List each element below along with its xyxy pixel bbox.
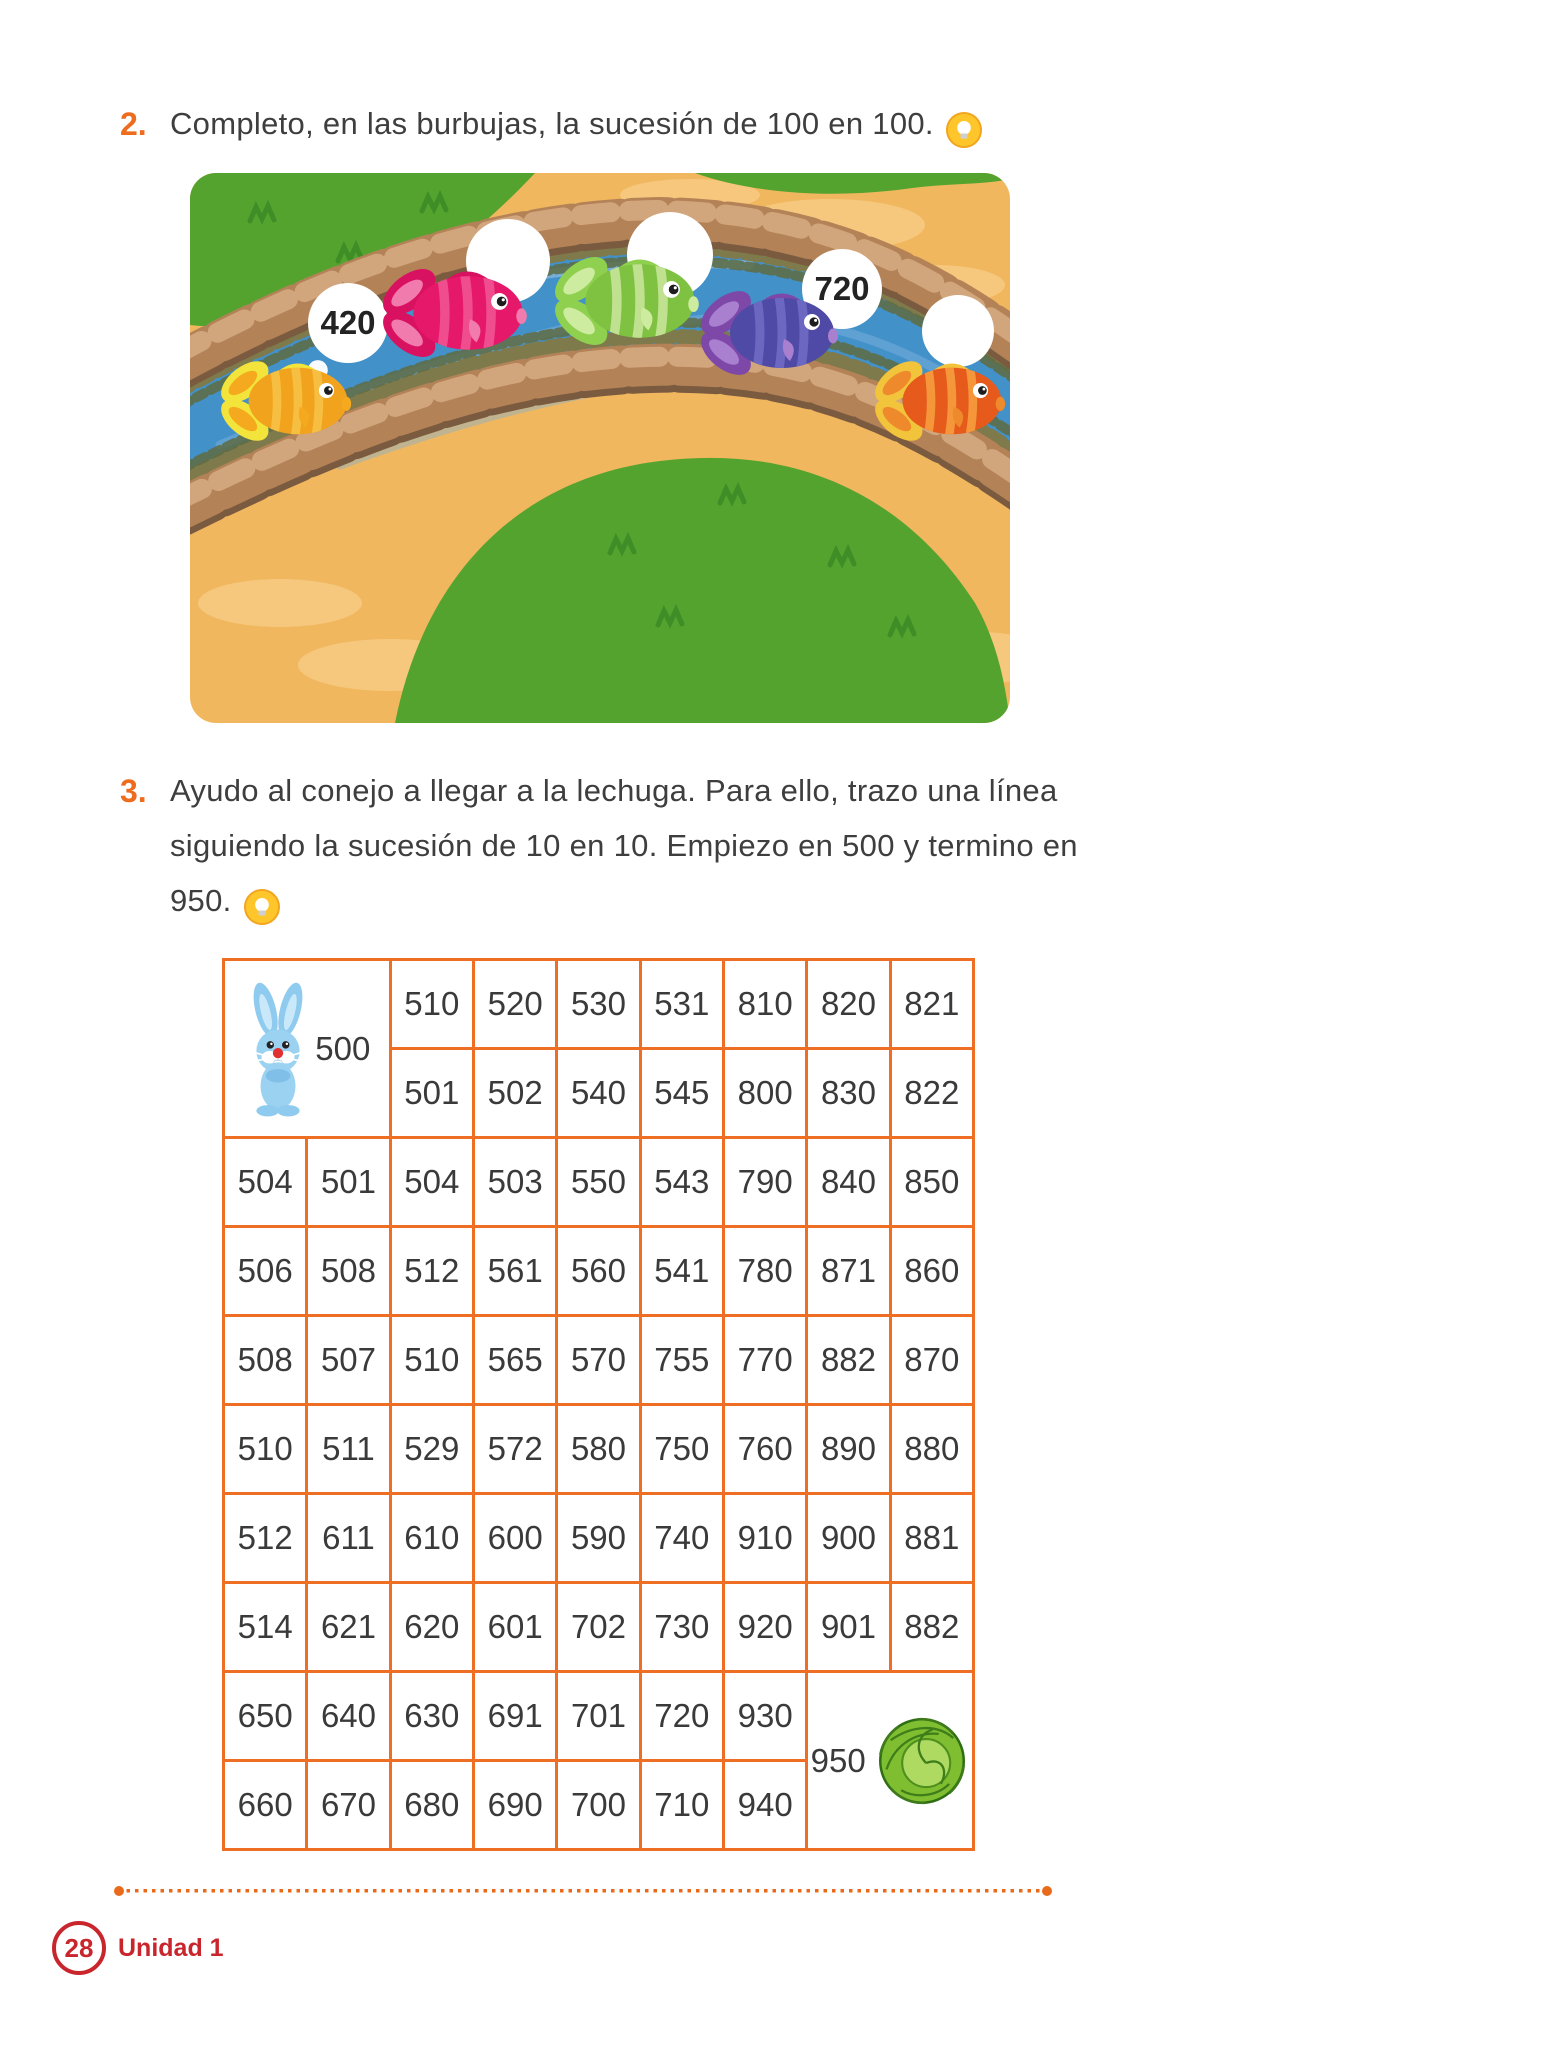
grid-cell[interactable] — [642, 1584, 722, 1670]
grid-cell[interactable] — [225, 1228, 305, 1314]
cell-value: 860 — [904, 1252, 960, 1290]
cell-value: 503 — [487, 1163, 543, 1201]
grid-cell[interactable] — [308, 1762, 388, 1848]
grid-cell[interactable] — [392, 961, 472, 1047]
cell-value: 570 — [570, 1341, 627, 1379]
grid-cell[interactable] — [558, 1228, 638, 1314]
start-value: 500 — [315, 1029, 371, 1067]
cell-value: 610 — [404, 1519, 460, 1557]
grid-cell[interactable] — [392, 1762, 472, 1848]
cell-value: 640 — [320, 1697, 377, 1735]
grid-cell[interactable] — [808, 1317, 888, 1403]
grid-cell[interactable] — [475, 961, 555, 1047]
cell-value: 730 — [654, 1608, 710, 1646]
grid-cell[interactable] — [725, 1762, 805, 1848]
grid-cell[interactable] — [308, 1139, 388, 1225]
grid-cell[interactable] — [725, 1317, 805, 1403]
grid-cell[interactable] — [308, 1495, 388, 1581]
river-scene — [190, 173, 1010, 723]
cell-value: 900 — [820, 1519, 877, 1557]
cell-value: 691 — [487, 1697, 543, 1735]
end-value: 950 — [810, 1741, 866, 1779]
footer-divider — [118, 1889, 1048, 1893]
grid-cell[interactable] — [642, 1317, 722, 1403]
cell-value: 572 — [487, 1430, 543, 1468]
instruction-line-3-wrap — [170, 873, 1078, 928]
cell-value: 740 — [654, 1519, 710, 1557]
cell-value: 770 — [737, 1341, 793, 1379]
cell-value: 545 — [654, 1074, 710, 1112]
cell-value: 541 — [654, 1252, 710, 1290]
cell-value: 680 — [404, 1786, 460, 1824]
cell-value: 820 — [820, 985, 877, 1023]
cell-value: 560 — [570, 1252, 627, 1290]
grid-cell[interactable] — [308, 1317, 388, 1403]
grid-cell[interactable] — [642, 1673, 722, 1759]
cell-value: 871 — [820, 1252, 877, 1290]
cell-value: 508 — [320, 1252, 377, 1290]
cell-value: 501 — [404, 1074, 460, 1112]
cell-value: 504 — [404, 1163, 460, 1201]
grid-cell[interactable] — [475, 1139, 555, 1225]
page-number-badge — [52, 1921, 106, 1975]
grid-cell[interactable] — [225, 1584, 305, 1670]
cell-value: 565 — [487, 1341, 543, 1379]
grid-cell[interactable] — [475, 1406, 555, 1492]
cell-value: 750 — [654, 1430, 710, 1468]
grid-cell[interactable] — [725, 961, 805, 1047]
instruction-line-2: siguiendo la sucesión de 10 en 10. Empiezo en 500 y termino en — [170, 828, 1078, 864]
cell-value: 504 — [237, 1163, 293, 1201]
page-footer — [52, 1921, 1564, 1975]
cell-value: 502 — [487, 1074, 543, 1112]
cell-value: 600 — [487, 1519, 543, 1557]
grid-cell[interactable] — [558, 1673, 638, 1759]
cell-value: 901 — [820, 1608, 877, 1646]
cell-value: 511 — [322, 1430, 375, 1468]
cell-value: 881 — [904, 1519, 960, 1557]
cell-value: 512 — [237, 1519, 293, 1557]
cell-value: 540 — [570, 1074, 627, 1112]
grid-cell[interactable] — [558, 1317, 638, 1403]
cell-value: 940 — [737, 1786, 793, 1824]
grid-cell[interactable] — [308, 1673, 388, 1759]
bubble-value: 420 — [320, 303, 376, 341]
grid-cell[interactable] — [892, 1406, 972, 1492]
grid-cell[interactable] — [808, 1139, 888, 1225]
grid-cell[interactable] — [642, 1495, 722, 1581]
cell-value: 611 — [322, 1519, 375, 1557]
lettuce-image — [874, 1713, 970, 1809]
cell-value: 702 — [570, 1608, 627, 1646]
grid-cell[interactable] — [392, 1673, 472, 1759]
cell-value: 580 — [570, 1430, 627, 1468]
grid-cell[interactable] — [642, 961, 722, 1047]
lightbulb-icon — [946, 112, 982, 148]
grid-cell[interactable] — [225, 1317, 305, 1403]
grid-cell[interactable] — [642, 1050, 722, 1136]
rabbit-image — [243, 979, 313, 1119]
grid-cell[interactable] — [725, 1139, 805, 1225]
cell-value: 520 — [487, 985, 543, 1023]
cell-value: 810 — [737, 985, 793, 1023]
cell-value: 840 — [820, 1163, 877, 1201]
grid-cell[interactable] — [725, 1228, 805, 1314]
grid-cell[interactable] — [225, 1673, 305, 1759]
page-number: 28 — [64, 1932, 94, 1963]
cell-value: 890 — [820, 1430, 877, 1468]
grid-cell[interactable] — [808, 1228, 888, 1314]
cell-value: 630 — [404, 1697, 460, 1735]
cell-value: 510 — [404, 985, 460, 1023]
grid-cell[interactable] — [725, 1495, 805, 1581]
grid-cell[interactable] — [475, 1228, 555, 1314]
grid-cell[interactable] — [308, 1584, 388, 1670]
grid-cell[interactable] — [225, 1406, 305, 1492]
grid-cell[interactable] — [392, 1228, 472, 1314]
grid-cell[interactable] — [725, 1584, 805, 1670]
grid-end-cell[interactable] — [808, 1673, 972, 1848]
cell-value: 930 — [737, 1697, 793, 1735]
cell-value: 760 — [737, 1430, 793, 1468]
cell-value: 543 — [654, 1163, 710, 1201]
grid-cell[interactable] — [475, 1673, 555, 1759]
exercise-2-instruction — [170, 96, 982, 153]
grid-cell[interactable] — [558, 1406, 638, 1492]
number-grid — [222, 958, 975, 1851]
bulb-glyph — [953, 119, 975, 141]
grid-cell[interactable] — [308, 1406, 388, 1492]
bulb-glyph — [251, 896, 273, 918]
exercise-3-instruction — [170, 763, 1078, 929]
cell-value: 508 — [237, 1341, 293, 1379]
cell-value: 506 — [237, 1252, 293, 1290]
grid-cell[interactable] — [892, 1050, 972, 1136]
cell-value: 830 — [820, 1074, 877, 1112]
exercise-3-number: 3. — [120, 772, 147, 809]
cell-value: 601 — [487, 1608, 543, 1646]
lightbulb-icon — [244, 889, 280, 925]
bubble-value: 720 — [814, 269, 870, 307]
grid-cell[interactable] — [558, 961, 638, 1047]
grid-cell[interactable] — [225, 1139, 305, 1225]
cell-value: 660 — [237, 1786, 293, 1824]
cell-value: 780 — [737, 1252, 793, 1290]
cell-value: 910 — [737, 1519, 793, 1557]
cell-value: 850 — [904, 1163, 960, 1201]
exercise-2-number: 2. — [120, 106, 147, 142]
cell-value: 530 — [570, 985, 627, 1023]
grid-cell[interactable] — [892, 1139, 972, 1225]
grid-cell[interactable] — [725, 1406, 805, 1492]
grid-cell[interactable] — [808, 1050, 888, 1136]
cell-value: 507 — [320, 1341, 377, 1379]
cell-value: 700 — [570, 1786, 627, 1824]
cell-value: 822 — [904, 1074, 960, 1112]
cell-value: 880 — [904, 1430, 960, 1468]
cell-value: 529 — [404, 1430, 460, 1468]
grid-cell[interactable] — [642, 1762, 722, 1848]
cell-value: 790 — [737, 1163, 793, 1201]
grid-cell[interactable] — [558, 1584, 638, 1670]
cell-value: 510 — [237, 1430, 293, 1468]
grid-cell[interactable] — [392, 1317, 472, 1403]
instruction-line-1: Ayudo al conejo a llegar a la lechuga. Para ello, trazo una línea — [170, 772, 1058, 808]
grid-cell[interactable] — [892, 1495, 972, 1581]
cell-value: 800 — [737, 1074, 793, 1112]
cell-value: 550 — [570, 1163, 627, 1201]
grid-cell[interactable] — [892, 1584, 972, 1670]
grid-cell[interactable] — [558, 1050, 638, 1136]
grid-start-cell[interactable] — [225, 961, 389, 1136]
cell-value: 590 — [570, 1519, 627, 1557]
grid-cell[interactable] — [225, 1495, 305, 1581]
grid-cell[interactable] — [392, 1050, 472, 1136]
cell-value: 621 — [320, 1608, 377, 1646]
grid-cell[interactable] — [392, 1495, 472, 1581]
cell-value: 670 — [320, 1786, 377, 1824]
cell-value: 561 — [487, 1252, 543, 1290]
cell-value: 510 — [404, 1341, 460, 1379]
grid-cell[interactable] — [475, 1584, 555, 1670]
grid-cell[interactable] — [642, 1139, 722, 1225]
grid-cell[interactable] — [392, 1139, 472, 1225]
grid-cell[interactable] — [475, 1050, 555, 1136]
grid-cell[interactable] — [225, 1762, 305, 1848]
cell-value: 531 — [654, 985, 710, 1023]
grid-cell[interactable] — [892, 961, 972, 1047]
cell-value: 710 — [654, 1786, 710, 1824]
grid-cell[interactable] — [558, 1139, 638, 1225]
cell-value: 512 — [404, 1252, 460, 1290]
cell-value: 755 — [654, 1341, 710, 1379]
cell-value: 870 — [904, 1341, 960, 1379]
grid-cell[interactable] — [642, 1406, 722, 1492]
grid-cell[interactable] — [475, 1762, 555, 1848]
grid-cell[interactable] — [475, 1317, 555, 1403]
cell-value: 920 — [737, 1608, 793, 1646]
grid-cell[interactable] — [475, 1495, 555, 1581]
grid-cell[interactable] — [558, 1762, 638, 1848]
grid-cell[interactable] — [808, 1406, 888, 1492]
cell-value: 514 — [237, 1608, 293, 1646]
cell-value: 882 — [820, 1341, 877, 1379]
exercise-2-heading — [120, 0, 1564, 153]
grid-cell[interactable] — [725, 1050, 805, 1136]
grid-cell[interactable] — [892, 1317, 972, 1403]
exercise-2-instruction-text: Completo, en las burbujas, la sucesión de 100 en 100. — [170, 106, 934, 141]
grid-cell[interactable] — [725, 1673, 805, 1759]
grid-cell[interactable] — [392, 1406, 472, 1492]
grid-cell[interactable] — [558, 1495, 638, 1581]
grid-cell[interactable] — [392, 1584, 472, 1670]
cell-value: 620 — [404, 1608, 460, 1646]
cell-value: 882 — [904, 1608, 960, 1646]
river-scene-illustration — [190, 173, 1010, 723]
instruction-line-3: 950. — [170, 883, 232, 919]
grid-cell[interactable] — [808, 1584, 888, 1670]
grid-cell[interactable] — [808, 1495, 888, 1581]
exercise-3-heading — [120, 723, 1564, 929]
grid-cell[interactable] — [308, 1228, 388, 1314]
cell-value: 690 — [487, 1786, 543, 1824]
grid-cell[interactable] — [892, 1228, 972, 1314]
cell-value: 720 — [654, 1697, 710, 1735]
cell-value: 650 — [237, 1697, 293, 1735]
cell-value: 821 — [904, 985, 960, 1023]
cell-value: 701 — [570, 1697, 627, 1735]
cell-value: 501 — [320, 1163, 377, 1201]
unit-label: Unidad 1 — [118, 1933, 224, 1962]
grid-cell[interactable] — [808, 961, 888, 1047]
grid-cell[interactable] — [642, 1228, 722, 1314]
